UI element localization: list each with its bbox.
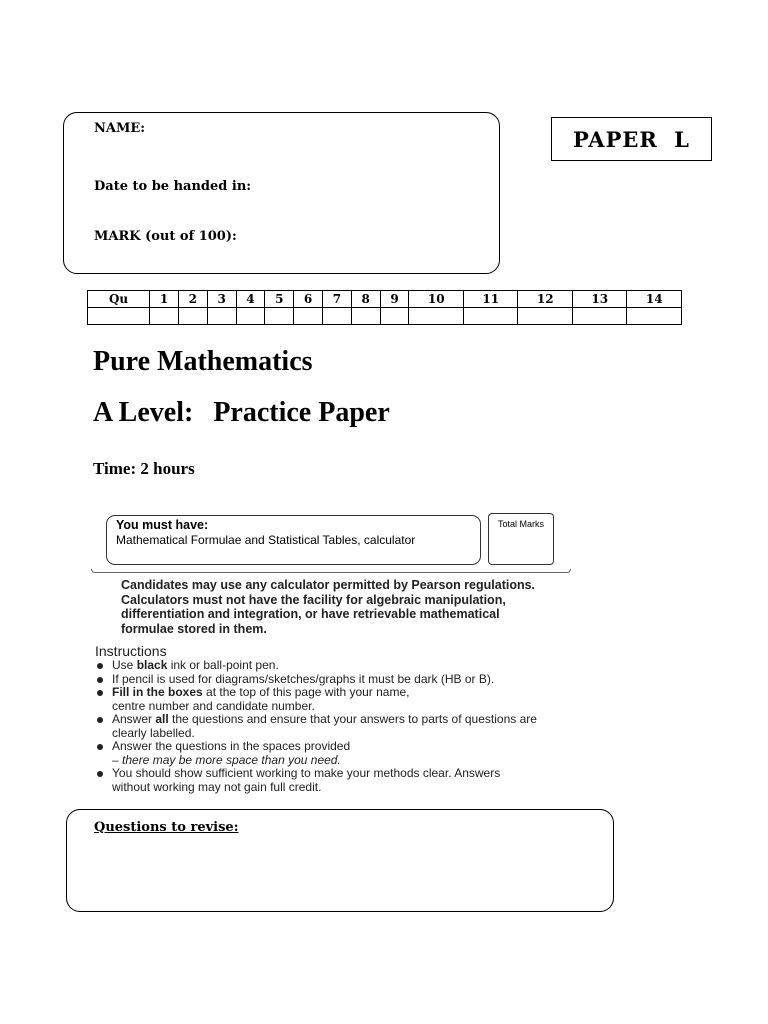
practice-paper-text: Practice Paper <box>213 397 390 428</box>
instruction-item: Answer the questions in the spaces provided – there may be more space than you need. <box>96 740 537 767</box>
must-have-items: Mathematical Formulae and Statistical Tables, calculator <box>116 533 416 547</box>
mark-entry-cell <box>294 308 323 325</box>
must-have-box <box>106 515 481 565</box>
section-divider <box>91 569 571 573</box>
question-number-cell: 13 <box>572 291 627 308</box>
question-number-cell: 6 <box>294 291 323 308</box>
question-number-cell: 12 <box>518 291 573 308</box>
mark-entry-cell <box>150 308 179 325</box>
paper-label: PAPER L <box>573 126 690 152</box>
mark-entry-cell <box>627 308 682 325</box>
mark-entry-cell <box>323 308 352 325</box>
level-text: A Level: <box>93 397 194 428</box>
instruction-item: Use black ink or ball-point pen. <box>96 659 537 673</box>
question-number-cell: 14 <box>627 291 682 308</box>
calculator-note-line: differentiation and integration, or have retrievable mathematical <box>121 607 500 621</box>
page-title: Pure Mathematics <box>93 346 313 377</box>
instructions-list <box>96 659 537 794</box>
questions-to-revise-label: Questions to revise: <box>94 820 239 835</box>
questions-to-revise-box <box>66 809 614 912</box>
student-details-box <box>63 112 500 274</box>
total-marks-label: Total Marks <box>497 519 544 529</box>
name-label: NAME: <box>94 121 146 136</box>
mark-entry-cell <box>463 308 518 325</box>
instruction-item: If pencil is used for diagrams/sketches/graphs it must be dark (HB or B). <box>96 673 537 687</box>
date-handed-in-label: Date to be handed in: <box>94 179 252 194</box>
question-number-cell: 4 <box>236 291 265 308</box>
question-number-cell: 1 <box>150 291 179 308</box>
instruction-item: Fill in the boxes at the top of this page with your name, centre number and candidate number. <box>96 686 537 713</box>
mark-entry-cell <box>409 308 464 325</box>
calculator-note-line: formulae stored in them. <box>121 621 267 636</box>
mark-entry-cell <box>207 308 236 325</box>
paper-label-box <box>551 117 712 161</box>
page-subtitle <box>93 397 390 429</box>
question-number-cell: 11 <box>463 291 518 308</box>
time-allowed: Time: 2 hours <box>93 459 195 478</box>
mark-entry-cell <box>572 308 627 325</box>
question-marks-table <box>87 290 682 325</box>
question-number-cell: 10 <box>409 291 464 308</box>
mark-entry-cell <box>236 308 265 325</box>
question-number-cell: 3 <box>207 291 236 308</box>
instruction-item: You should show sufficient working to make your methods clear. Answers without working may not gain full credit. <box>96 767 537 794</box>
mark-entry-cell <box>380 308 409 325</box>
mark-entry-cell <box>265 308 294 325</box>
mark-entry-cell <box>351 308 380 325</box>
question-number-cell: 5 <box>265 291 294 308</box>
total-marks-box <box>488 513 554 565</box>
question-number-cell: 7 <box>323 291 352 308</box>
instruction-item: Answer all the questions and ensure that your answers to parts of questions are clearly labelled. <box>96 713 537 740</box>
mark-entry-cell <box>518 308 573 325</box>
qu-header-cell: Qu <box>88 291 150 308</box>
calculator-note-line: Candidates may use any calculator permitted by Pearson regulations. <box>121 578 536 592</box>
question-number-row <box>88 291 682 308</box>
question-number-cell: 9 <box>380 291 409 308</box>
must-have-title: You must have: <box>116 518 209 532</box>
marks-empty-cell <box>88 308 150 325</box>
calculator-note-line: Calculators must not have the facility for algebraic manipulation, <box>121 592 506 607</box>
instructions-heading: Instructions <box>95 643 167 659</box>
mark-entry-cell <box>178 308 207 325</box>
question-number-cell: 8 <box>351 291 380 308</box>
calculator-note <box>121 578 535 636</box>
mark-label: MARK (out of 100): <box>94 229 237 244</box>
question-number-cell: 2 <box>178 291 207 308</box>
marks-entry-row <box>88 308 682 325</box>
